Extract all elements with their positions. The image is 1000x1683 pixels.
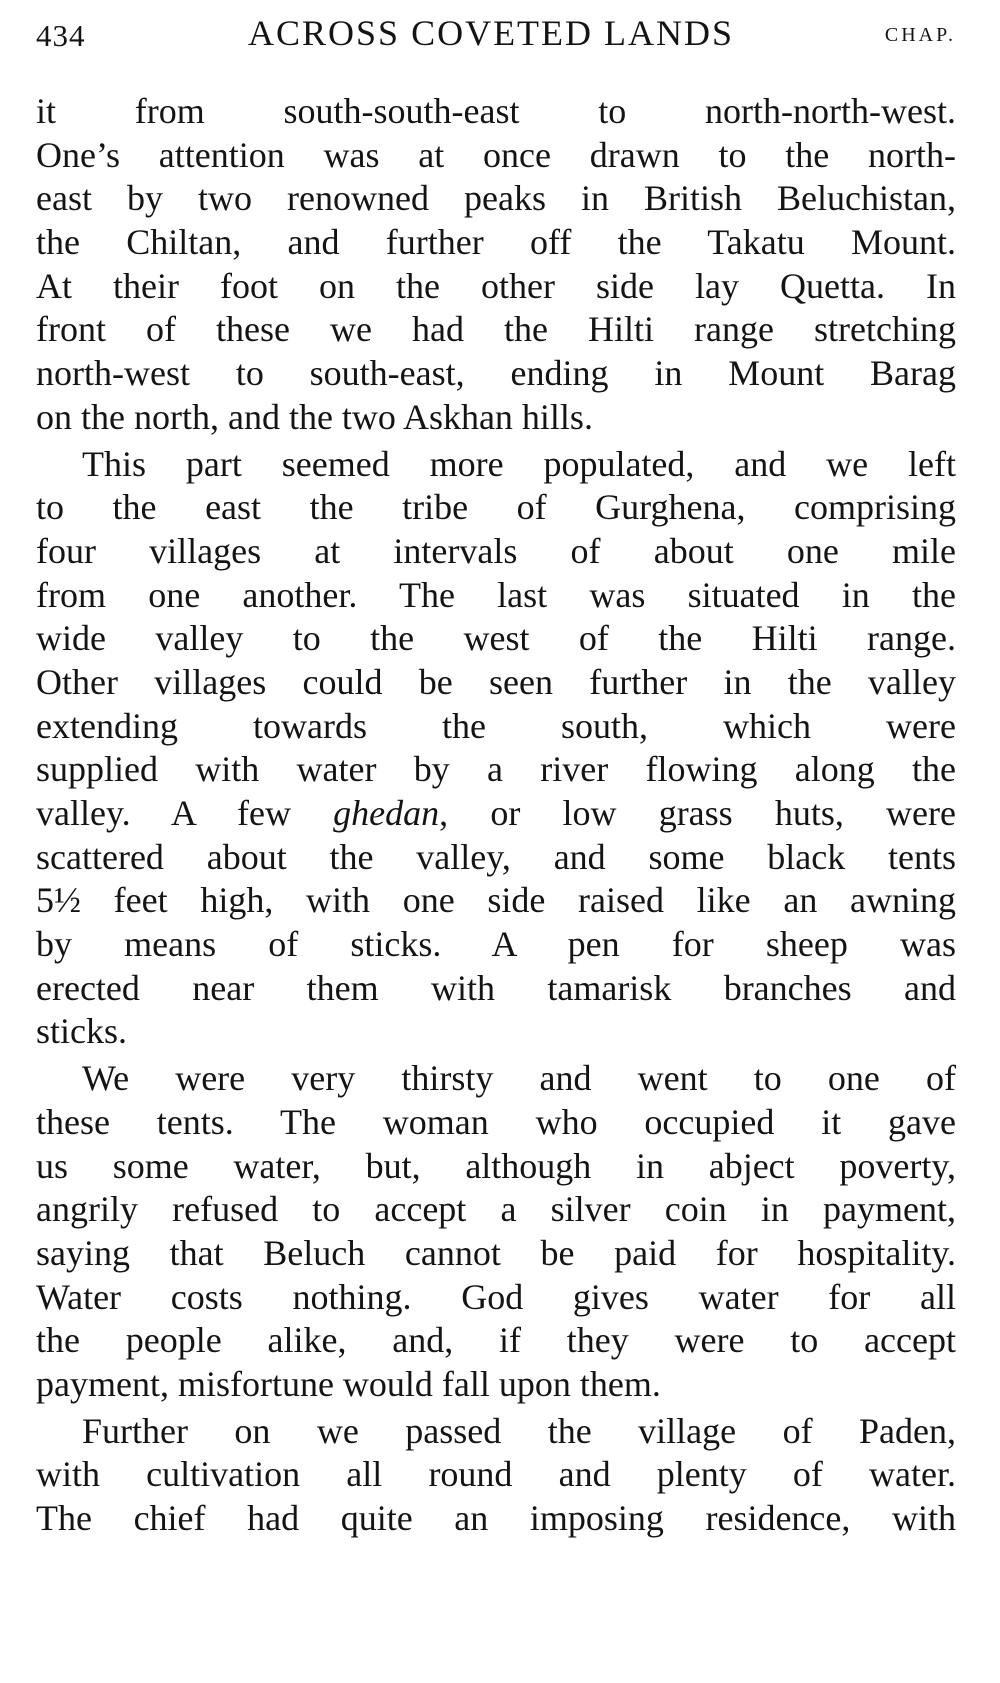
text-line: 5½ feet high, with one side raised like an awning <box>36 880 956 921</box>
text-line: erected near them with tamarisk branches and <box>36 967 956 1008</box>
text-line: angrily refused to accept a silver coin in payment, <box>36 1189 956 1230</box>
page-number: 434 <box>36 18 86 53</box>
text-line: north-west to south-east, ending in Mount Barag <box>36 353 956 394</box>
text-line: Water costs nothing. God gives water for all <box>36 1276 956 1317</box>
paragraph <box>36 90 956 440</box>
text-line: Other villages could be seen further in the valley <box>36 661 956 702</box>
text-line: We were very thirsty and went to one of <box>82 1058 956 1099</box>
text-line: This part seemed more populated, and we left <box>82 443 956 484</box>
text-line: from one another. The last was situated in the <box>36 574 956 615</box>
text-line: it from south-south-east to north-north-west. <box>36 91 956 131</box>
text-line: saying that Beluch cannot be paid for hospitality. <box>36 1232 956 1273</box>
text-line: us some water, but, although in abject poverty, <box>36 1145 956 1186</box>
text-line: with cultivation all round and plenty of water. <box>36 1454 956 1495</box>
text-line: by means of sticks. A pen for sheep was <box>36 924 956 965</box>
text-line: At their foot on the other side lay Quetta. In <box>36 265 956 306</box>
running-title: ACROSS COVETED LANDS <box>248 13 735 53</box>
text-line: The chief had quite an imposing residence, with <box>36 1498 956 1538</box>
text-line: extending towards the south, which were <box>36 705 956 746</box>
paragraph <box>36 443 956 1055</box>
text-line: wide valley to the west of the Hilti range. <box>36 618 956 659</box>
text-line: the people alike, and, if they were to accept <box>36 1320 956 1361</box>
text-line: supplied with water by a river flowing along the <box>36 749 956 790</box>
paragraph <box>36 1057 956 1407</box>
text-line: valley. A few ghedan, or low grass huts, were <box>36 793 956 833</box>
paragraph <box>36 1410 956 1541</box>
text-line: payment, misfortune would fall upon them. <box>36 1363 661 1404</box>
text-line: to the east the tribe of Gurghena, comprising <box>36 487 956 528</box>
text-line: front of these we had the Hilti range stretching <box>36 309 956 350</box>
text-line: the Chiltan, and further off the Takatu Mount. <box>36 222 956 263</box>
italic-term: ghedan <box>333 793 440 833</box>
text-line: scattered about the valley, and some black tents <box>36 836 956 877</box>
page-header <box>36 10 964 58</box>
body-text <box>36 90 956 1541</box>
chapter-label: CHAP. <box>884 24 956 46</box>
text-line: on the north, and the two Askhan hills. <box>36 396 593 437</box>
text-line: four villages at intervals of about one mile <box>36 530 956 571</box>
text-line: sticks. <box>36 1011 128 1052</box>
text-line: Further on we passed the village of Paden, <box>82 1410 956 1451</box>
text-line: these tents. The woman who occupied it gave <box>36 1101 956 1142</box>
text-line: east by two renowned peaks in British Beluchistan, <box>36 178 956 219</box>
text-line: One’s attention was at once drawn to the north- <box>36 134 956 175</box>
